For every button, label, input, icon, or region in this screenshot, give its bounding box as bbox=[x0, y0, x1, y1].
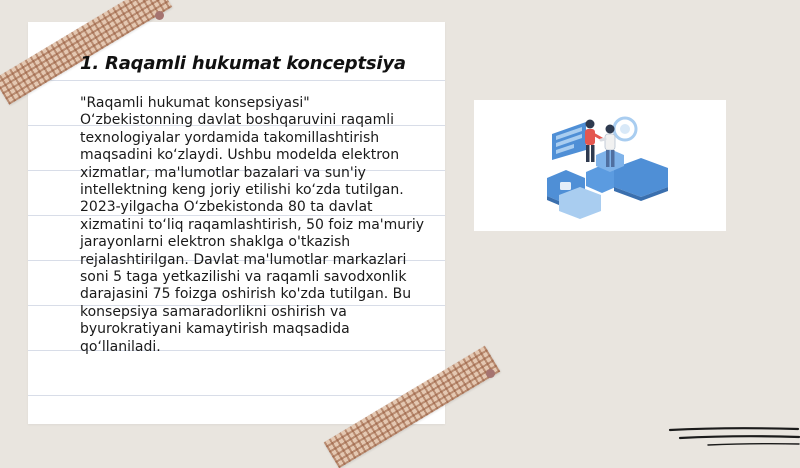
illustration-card bbox=[474, 100, 726, 231]
decorative-lines bbox=[668, 420, 800, 450]
people-handshake-illustration-icon bbox=[474, 100, 726, 231]
pin-icon bbox=[486, 369, 495, 378]
slide-heading: 1. Raqamli hukumat konceptsiya bbox=[80, 53, 406, 74]
pin-icon bbox=[155, 11, 164, 20]
slide-body-text: "Raqamli hukumat konsepsiyasi" O‘zbekistonning davlat boshqaruvini raqamli texnologiyalar yordamida takomillashtirish maqsadini ko‘zlaydi. Ushbu modelda elektron xizmatlar, ma'lumotlar bazalari va sun'iy intellektning keng joriy etilishi ko‘zda tutilgan. 2023-yilgacha O‘zbekistonda 80 ta davlat xizmatini to‘liq raqamlashtirish, 50 foiz ma'muriy jarayonlarni elektron shaklga o'tkazish rejalashtirilgan. Davlat ma'lumotlar markazlari soni 5 taga yetkazilishi va raqamli savodxonlik darajasini 75 foizga oshirish ko'zda tutilgan. Bu konsepsiya samaradorlikni oshirish va byurokratiyani kamaytirish maqsadida qo‘llaniladi. bbox=[80, 95, 425, 355]
